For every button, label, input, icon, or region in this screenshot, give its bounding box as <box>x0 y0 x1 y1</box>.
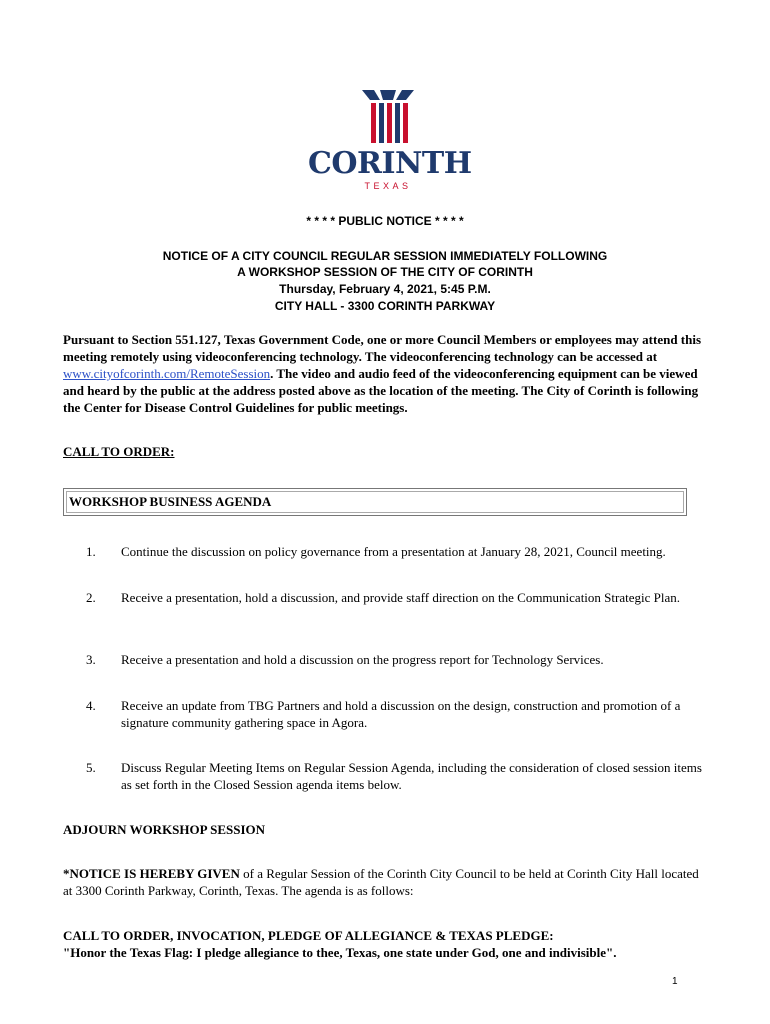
workshop-agenda-box <box>63 488 687 516</box>
remote-session-link[interactable]: www.cityofcorinth.com/RemoteSession <box>63 366 271 381</box>
agenda-item-number: 4. <box>86 698 96 713</box>
notice-bold-lead: *NOTICE IS HEREBY GIVEN <box>63 866 240 881</box>
call-to-order-heading: CALL TO ORDER: <box>63 444 175 459</box>
agenda-item-text: Receive an update from TBG Partners and hold a discussion on the design, construction and promotion of a signature community gathering space in Agora. <box>121 698 681 730</box>
adjourn-workshop-heading: ADJOURN WORKSHOP SESSION <box>63 822 266 837</box>
texas-pledge-quote: "Honor the Texas Flag: I pledge allegiance to thee, Texas, one state under God, one and indivisible". <box>63 945 617 960</box>
pursuant-text-start: Pursuant to Section 551.127, Texas Government Code, one or more Council Members or employees may attend this meeting remotely using videoconferencing technology. The videoconferencing technology can be accessed at <box>63 332 702 364</box>
logo-subtitle: TEXAS <box>364 181 412 191</box>
agenda-item-text: Receive a presentation, hold a discussion, and provide staff direction on the Communication Strategic Plan. <box>121 590 680 605</box>
header-line-1: NOTICE OF A CITY COUNCIL REGULAR SESSION IMMEDIATELY FOLLOWING <box>162 249 608 263</box>
agenda-item-number: 5. <box>86 760 96 775</box>
header-meeting-date: Thursday, February 4, 2021, 5:45 P.M. <box>279 282 491 296</box>
page-number: 1 <box>672 976 678 987</box>
column-logo-icon <box>360 88 416 146</box>
notice-body: of a Regular Session of the Corinth City Council to be held at Corinth City Hall located at 3300 Corinth Parkway, Corinth, Texas. The agenda is as follows: <box>63 866 699 898</box>
agenda-item-number: 1. <box>86 544 96 559</box>
corinth-logo <box>308 88 472 194</box>
agenda-item-text: Continue the discussion on policy governance from a presentation at January 28, 2021, Council meeting. <box>121 544 666 559</box>
header-location: CITY HALL - 3300 CORINTH PARKWAY <box>274 299 496 313</box>
logo-wordmark: CORINTH <box>308 146 472 181</box>
agenda-item-number: 3. <box>86 652 96 667</box>
pursuant-text-end: . The video and audio feed of the videoconferencing equipment can be viewed and heard by the public at the address posted above as the location of the meeting. The City of Corinth is following the Center for Disease Control Guidelines for public meetings. <box>63 366 699 415</box>
agenda-item-text: Discuss Regular Meeting Items on Regular Session Agenda, including the consideration of closed session items as set forth in the Closed Session agenda items below. <box>121 760 702 792</box>
agenda-item-text: Receive a presentation and hold a discussion on the progress report for Technology Services. <box>121 652 604 667</box>
pledge-heading: CALL TO ORDER, INVOCATION, PLEDGE OF ALLEGIANCE & TEXAS PLEDGE: <box>63 928 554 943</box>
agenda-item-number: 2. <box>86 590 96 605</box>
header-line-2: A WORKSHOP SESSION OF THE CITY OF CORINTH <box>237 265 533 279</box>
workshop-agenda-heading: WORKSHOP BUSINESS AGENDA <box>66 491 684 513</box>
remote-attendance-paragraph <box>63 331 713 416</box>
regular-session-notice <box>63 865 703 899</box>
public-notice-title: * * * * PUBLIC NOTICE * * * * <box>306 214 464 228</box>
